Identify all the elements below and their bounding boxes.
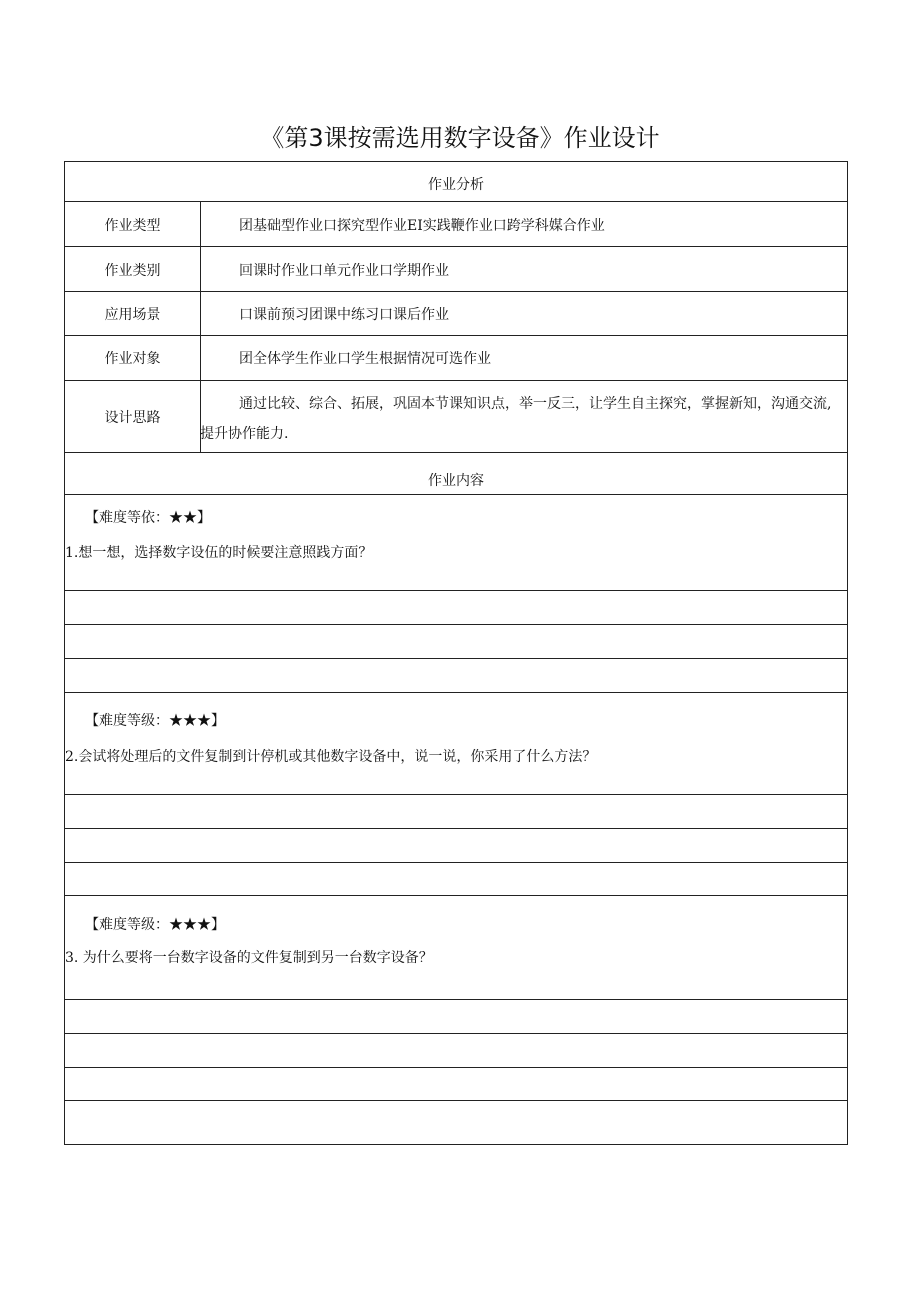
- row-divider: [65, 201, 847, 202]
- content-header: 作业内容: [428, 473, 484, 489]
- row-label-category: 作业类别: [104, 263, 161, 279]
- row-label-type: 作业类型: [104, 218, 161, 234]
- answer-line: [65, 895, 847, 896]
- answer-line: [65, 828, 847, 829]
- row-value-category: 回课时作业口单元作业口学期作业: [239, 263, 449, 279]
- row-divider: [65, 452, 847, 453]
- row-label-scene: 应用场景: [104, 307, 161, 323]
- answer-line: [65, 624, 847, 625]
- question-2-difficulty: 【难度等级：★★★】: [85, 713, 225, 729]
- analysis-header: 作业分析: [428, 177, 484, 193]
- answer-line: [65, 862, 847, 863]
- page-title: 《第3课按需选用数字设备》作业设计: [260, 124, 660, 152]
- row-divider: [65, 380, 847, 381]
- row-value-design: 通过比较、综合、拓展，巩固本节课知识点，举一反三，让学生自主探究，掌握新知，沟通交流,提升协作能力.: [200, 396, 832, 442]
- row-value-scene: 口课前预习团课中练习口课后作业: [239, 307, 449, 323]
- row-divider: [65, 246, 847, 247]
- row-divider: [65, 494, 847, 495]
- row-label-target: 作业对象: [104, 351, 161, 367]
- answer-line: [65, 1067, 847, 1068]
- row-label-design: 设计思路: [104, 410, 161, 426]
- question-3-difficulty: 【难度等级：★★★】: [85, 917, 225, 933]
- row-divider: [65, 335, 847, 336]
- question-3-text: 3. 为什么要将一台数字设备的文件复制到另一台数字设备？: [65, 950, 433, 966]
- row-value-target: 团全体学生作业口学生根据情况可选作业: [239, 351, 491, 367]
- homework-table: [64, 161, 848, 1145]
- question-1-text: 1.想一想，选择数字设伍的时候要注意照践方面？: [65, 545, 373, 561]
- answer-line: [65, 1033, 847, 1034]
- row-divider: [65, 291, 847, 292]
- question-2-text: 2.会试将处理后的文件复制到计停机或其他数字设备中，说一说，你采用了什么方法？: [65, 749, 597, 765]
- answer-line: [65, 692, 847, 693]
- answer-line: [65, 658, 847, 659]
- answer-line: [65, 794, 847, 795]
- row-value-type: 团基础型作业口探究型作业EI实践鞭作业口跨学科媒合作业: [239, 218, 605, 234]
- answer-line: [65, 999, 847, 1000]
- answer-line: [65, 590, 847, 591]
- answer-line: [65, 1100, 847, 1101]
- question-1-difficulty: 【难度等依：★★】: [85, 510, 211, 526]
